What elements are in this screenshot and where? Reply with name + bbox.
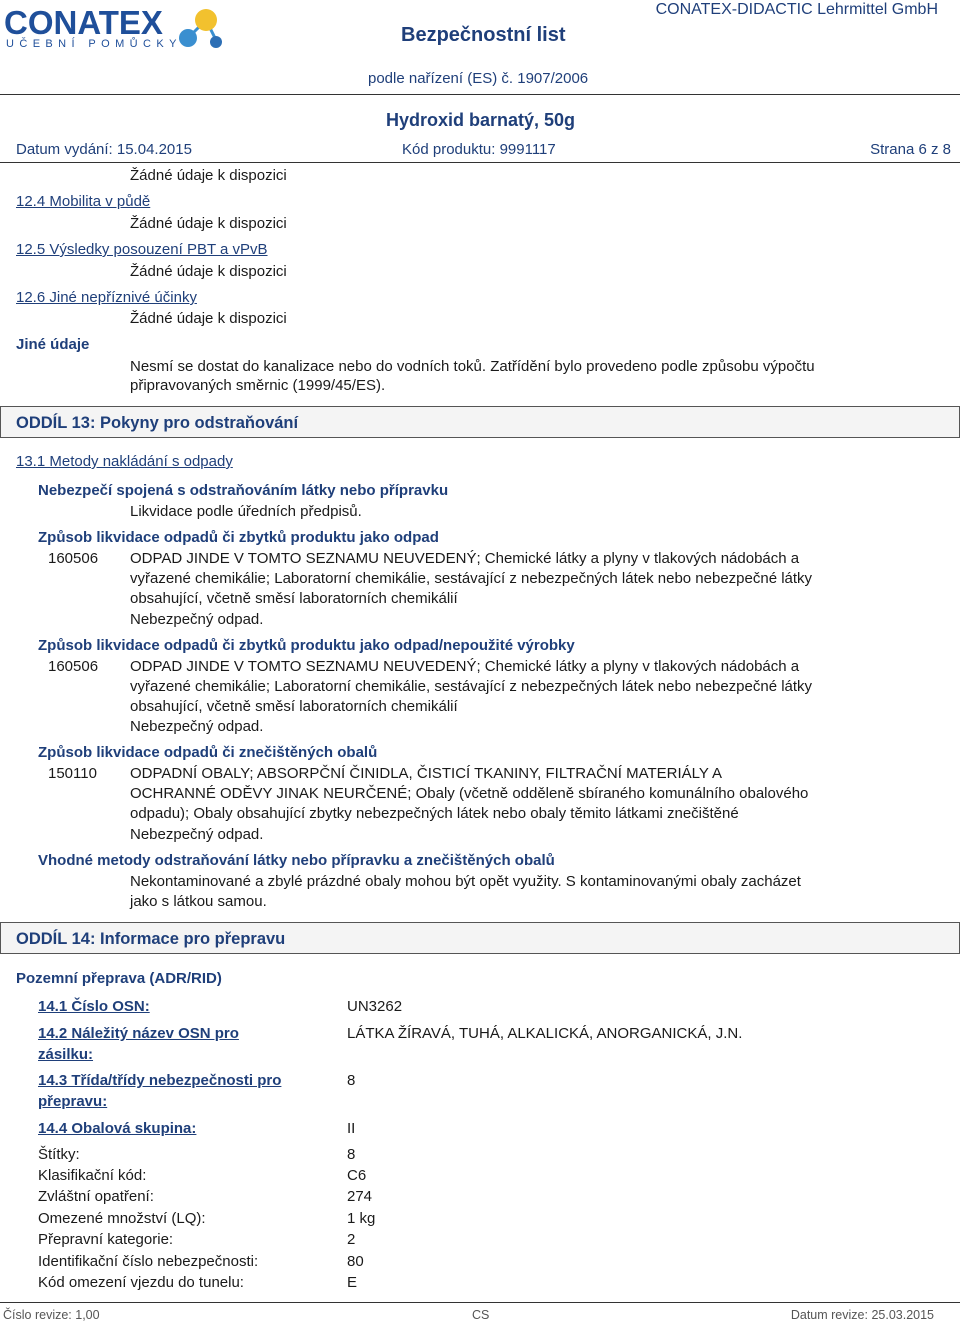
hazard-class-label: 14.3 Třída/třídy nebezpečnosti pro (38, 1072, 282, 1089)
waste-description: Nebezpečný odpad. (130, 826, 264, 843)
transport-detail-value: 274 (347, 1188, 373, 1205)
waste-description: Nebezpečný odpad. (130, 611, 264, 628)
field-label: Způsob likvidace odpadů či znečištěných obalů (38, 744, 378, 761)
land-transport-label: Pozemní přeprava (ADR/RID) (16, 970, 222, 987)
transport-detail-label: Zvláštní opatření: (38, 1188, 154, 1205)
waste-description: obsahující, včetně směsí laboratorních chemikálií (130, 590, 458, 607)
transport-detail-value: E (347, 1274, 358, 1291)
transport-detail-label: Omezené množství (LQ): (38, 1210, 206, 1227)
waste-description: Nebezpečný odpad. (130, 718, 264, 735)
document-title: Bezpečnostní list (401, 24, 566, 46)
field-label: Nebezpečí spojená s odstraňováním látky nebo přípravku (38, 482, 449, 499)
section-13-title: ODDÍL 13: Pokyny pro odstraňování (16, 414, 299, 432)
waste-code: 160506 (48, 550, 99, 567)
subsection-heading: 12.5 Výsledky posouzení PBT a vPvB (16, 241, 268, 258)
other-info-text: připravovaných směrnic (1999/45/ES). (130, 377, 386, 394)
field-value: Likvidace podle úředních předpisů. (130, 503, 362, 520)
subsection-heading: 12.6 Jiné nepříznivé účinky (16, 289, 197, 306)
field-label: Způsob likvidace odpadů či zbytků produktu jako odpad/nepoužité výrobky (38, 637, 575, 654)
subsection-heading: 12.4 Mobilita v půdě (16, 193, 151, 210)
transport-detail-value: 80 (347, 1253, 364, 1270)
logo-wordmark: CONATEX (4, 4, 163, 41)
no-data-text: Žádné údaje k dispozici (130, 215, 287, 232)
product-name: Hydroxid barnatý, 50g (386, 110, 576, 130)
other-info-text: Nesmí se dostat do kanalizace nebo do vodních toků. Zatřídění bylo provedeno podle způsobu výpočtu (130, 358, 815, 375)
un-number-value: UN3262 (347, 998, 403, 1015)
company-name: CONATEX-DIDACTIC Lehrmittel GmbH (655, 1, 938, 18)
hazard-class-label: přepravu: (38, 1093, 108, 1110)
waste-description: ODPAD JINDE V TOMTO SEZNAMU NEUVEDENÝ; Chemické látky a plyny v tlakových nádobách a (130, 550, 800, 567)
waste-description: OCHRANNÉ ODĚVY JINAK NEURČENÉ; Obaly (včetně odděleně sbíraného komunálního obalového (130, 785, 809, 802)
waste-description: ODPADNÍ OBALY; ABSORPČNÍ ČINIDLA, ČISTICÍ TKANINY, FILTRAČNÍ MATERIÁLY A (130, 765, 722, 782)
waste-description: vyřazené chemikálie; Laboratorní chemikálie, sestávající z nebezpečných látek nebo nebezpečné látky (130, 678, 813, 695)
shipping-name-value: LÁTKA ŽÍRAVÁ, TUHÁ, ALKALICKÁ, ANORGANICKÁ, J.N. (347, 1025, 743, 1042)
other-info-label: Jiné údaje (16, 336, 90, 353)
waste-description: obsahující, včetně směsí laboratorních chemikálií (130, 698, 458, 715)
footer-divider (0, 1302, 960, 1303)
revision-number: Číslo revize: 1,00 (3, 1308, 100, 1322)
transport-detail-value: 2 (347, 1231, 356, 1248)
logo-subtitle: UČEBNÍ POMŮCKY (6, 38, 182, 50)
issue-date: Datum vydání: 15.04.2015 (16, 141, 192, 158)
shipping-name-label: zásilku: (38, 1046, 94, 1063)
revision-date: Datum revize: 25.03.2015 (790, 1308, 934, 1322)
transport-detail-value: 1 kg (347, 1210, 376, 1227)
transport-detail-label: Klasifikační kód: (38, 1167, 147, 1184)
product-code: Kód produktu: 9991117 (402, 141, 556, 158)
shipping-name-label: 14.2 Náležitý název OSN pro (38, 1025, 239, 1042)
waste-description: odpadu); Obaly obsahující zbytky nebezpečných látek nebo obaly těmito látkami znečištěné (130, 805, 739, 822)
waste-description: vyřazené chemikálie; Laboratorní chemikálie, sestávající z nebezpečných látek nebo nebezpečné látky (130, 570, 813, 587)
hazard-class-value: 8 (347, 1072, 356, 1089)
field-value: jako s látkou samou. (130, 893, 267, 910)
field-label: Způsob likvidace odpadů či zbytků produktu jako odpad (38, 529, 439, 546)
transport-detail-value: C6 (347, 1167, 367, 1184)
packing-group-value: II (347, 1120, 356, 1137)
field-label: Vhodné metody odstraňování látky nebo přípravku a znečištěných obalů (38, 852, 555, 869)
transport-detail-label: Přepravní kategorie: (38, 1231, 174, 1248)
packing-group-label: 14.4 Obalová skupina: (38, 1120, 197, 1137)
un-number-label: 14.1 Číslo OSN: (38, 998, 150, 1015)
transport-detail-value: 8 (347, 1146, 356, 1163)
no-data-text: Žádné údaje k dispozici (130, 263, 287, 280)
field-value: Nekontaminované a zbylé prázdné obaly mohou být opět využity. S kontaminovanými obaly zacházet (130, 873, 801, 890)
transport-detail-label: Štítky: (38, 1146, 80, 1163)
page-number: Strana 6 z 8 (870, 141, 951, 158)
transport-detail-label: Identifikační číslo nebezpečnosti: (38, 1253, 259, 1270)
no-data-text: Žádné údaje k dispozici (130, 310, 287, 327)
regulation-reference: podle nařízení (ES) č. 1907/2006 (368, 70, 589, 87)
waste-description: ODPAD JINDE V TOMTO SEZNAMU NEUVEDENÝ; Chemické látky a plyny v tlakových nádobách a (130, 658, 800, 675)
subsection-heading: 13.1 Metody nakládání s odpady (16, 453, 233, 470)
transport-detail-label: Kód omezení vjezdu do tunelu: (38, 1274, 244, 1291)
waste-code: 160506 (48, 658, 99, 675)
waste-code: 150110 (48, 765, 97, 782)
language-code: CS (472, 1308, 490, 1322)
no-data-text: Žádné údaje k dispozici (130, 167, 287, 184)
section-14-title: ODDÍL 14: Informace pro přepravu (16, 930, 286, 948)
